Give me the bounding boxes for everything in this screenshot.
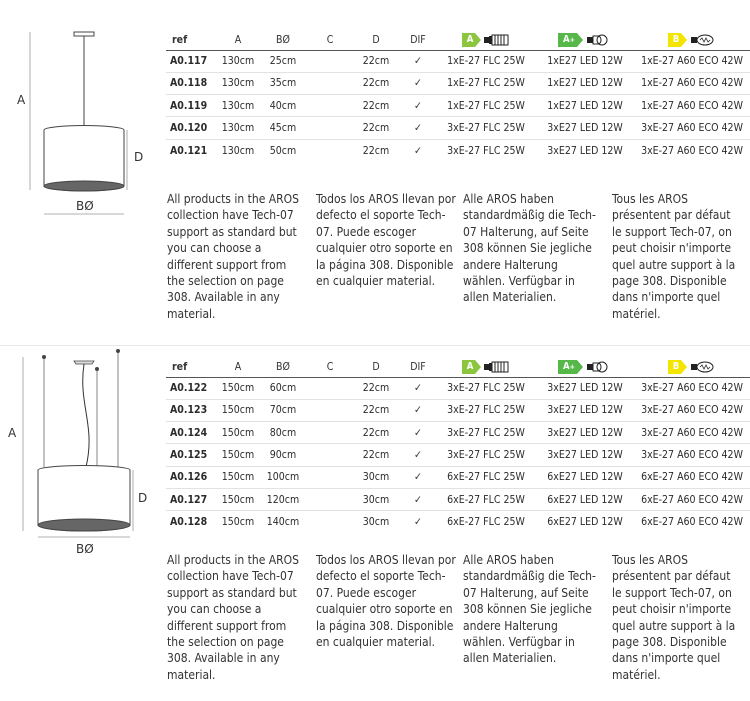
table-row (166, 444, 750, 466)
cell-a: 150cm (218, 444, 258, 466)
cell-e2: 1xE27 LED 12W (547, 55, 623, 68)
cell-e1: 6xE-27 FLC 25W (436, 488, 536, 510)
cell-ref: A0.123 (166, 399, 218, 421)
note-french: Tous les AROS présentent par défaut le support Tech-07, on peut choisir n'importe quel autre support à la page 308. Disponible dans n'importe quel matériel. (612, 553, 736, 682)
cell-dif: ✓ (400, 95, 436, 117)
col-dif: DIF (410, 33, 426, 46)
cell-e3: 3xE-27 A60 ECO 42W (634, 444, 750, 466)
cell-a: 130cm (218, 95, 258, 117)
cell-b: 45cm (258, 117, 308, 139)
cell-a: 130cm (218, 72, 258, 94)
cell-e1: 1xE-27 FLC 25W (447, 55, 525, 68)
note-german: Alle AROS haben standardmäßig die Tech-07 Halterung, auf Seite 308 können Sie jegliche andere Halterung wählen. Verfügbar in allen Materialien. (463, 553, 596, 666)
cell-e1: 3xE-27 FLC 25W (436, 444, 536, 466)
col-energy-a-plus (536, 357, 634, 377)
cell-b: 120cm (258, 488, 308, 510)
dimension-d-label: D (134, 150, 144, 164)
cell-dif: ✓ (400, 511, 436, 533)
cell-ref: A0.127 (166, 488, 218, 510)
table-row (166, 488, 750, 510)
table-header-row (166, 30, 750, 50)
cell-c (308, 95, 352, 117)
cell-c (308, 511, 352, 533)
cell-e3: 1xE-27 A60 ECO 42W (641, 55, 743, 68)
energy-class-a-badge: A (462, 33, 476, 47)
note-french: Tous les AROS présentent par défaut le support Tech-07, on peut choisir n'importe quel autre support à la page 308. Disponible dans n'importe quel matériel. (612, 192, 736, 321)
table-header-row (166, 357, 750, 377)
cell-d: 30cm (352, 466, 400, 488)
cell-d: 22cm (352, 422, 400, 444)
product-section-2 (0, 345, 750, 701)
cell-a: 150cm (221, 382, 255, 395)
note-spanish: Todos los AROS llevan por defecto el soporte Tech-07. Puede escoger cualquier otro soporte en la página 308. Disponible en cualquier material. (316, 553, 456, 650)
cell-b: 40cm (258, 95, 308, 117)
col-ref: ref (172, 360, 188, 373)
cell-e2: 3xE27 LED 12W (536, 444, 634, 466)
dimension-b-label: BØ (76, 199, 94, 213)
cell-dif: ✓ (400, 444, 436, 466)
cell-a: 150cm (218, 488, 258, 510)
cell-ref: A0.124 (166, 422, 218, 444)
cell-e3: 3xE-27 A60 ECO 42W (634, 139, 750, 161)
table-row (166, 139, 750, 161)
spec-table-2 (166, 357, 750, 533)
cell-d: 30cm (352, 511, 400, 533)
cell-e1: 6xE-27 FLC 25W (436, 466, 536, 488)
cell-e1: 6xE-27 FLC 25W (436, 511, 536, 533)
note-spanish: Todos los AROS llevan por defecto el soporte Tech-07. Puede escoger cualquier otro soporte en la página 308. Disponible en cualquier material. (316, 192, 456, 289)
cell-c (308, 422, 352, 444)
cell-d: 22cm (352, 139, 400, 161)
cell-ref: A0.125 (166, 444, 218, 466)
dimension-d-label: D (138, 491, 148, 505)
cell-b: 70cm (258, 399, 308, 421)
cell-ref: A0.122 (170, 382, 208, 395)
cell-dif: ✓ (400, 72, 436, 94)
cell-e3: 6xE-27 A60 ECO 42W (634, 466, 750, 488)
cell-b: 90cm (258, 444, 308, 466)
pendant-lamp-drawing-1 (0, 0, 165, 345)
col-d: D (372, 33, 380, 46)
energy-class-b-badge: B (668, 360, 682, 374)
table-row (166, 422, 750, 444)
cell-e2: 6xE27 LED 12W (536, 466, 634, 488)
led-bulb-icon (586, 34, 612, 46)
cell-b: 100cm (258, 466, 308, 488)
energy-class-a-plus-badge: A + (558, 360, 577, 374)
incandescent-bulb-icon (690, 361, 716, 373)
cell-ref: A0.120 (166, 117, 218, 139)
cell-e2: 3xE27 LED 12W (547, 382, 623, 395)
cell-ref: A0.126 (166, 466, 218, 488)
cell-e1: 1xE-27 FLC 25W (436, 72, 536, 94)
cell-c (308, 444, 352, 466)
cell-dif: ✓ (400, 422, 436, 444)
cell-c (308, 399, 352, 421)
cell-c (308, 117, 352, 139)
cell-e3: 1xE-27 A60 ECO 42W (634, 95, 750, 117)
cell-d: 22cm (362, 55, 390, 68)
cell-a: 150cm (218, 511, 258, 533)
cell-e3: 6xE-27 A60 ECO 42W (634, 511, 750, 533)
col-energy-b (634, 30, 750, 50)
col-energy-a (436, 30, 536, 50)
table-row (166, 95, 750, 117)
col-energy-b (634, 357, 750, 377)
cell-e1: 1xE-27 FLC 25W (436, 95, 536, 117)
cell-e1: 3xE-27 FLC 25W (436, 139, 536, 161)
note-english: All products in the AROS collection have Tech-07 support as standard but you can choose a different support from the selection on page 308. Available in any material. (167, 192, 300, 321)
cell-e3: 6xE-27 A60 ECO 42W (634, 488, 750, 510)
cell-dif: ✓ (400, 488, 436, 510)
cell-dif: ✓ (400, 139, 436, 161)
cell-a: 150cm (218, 466, 258, 488)
cell-e2: 1xE27 LED 12W (536, 72, 634, 94)
energy-class-a-plus-badge: A + (558, 33, 577, 47)
cell-ref: A0.118 (166, 72, 218, 94)
cell-a: 130cm (218, 139, 258, 161)
cell-dif: ✓ (400, 117, 436, 139)
col-a: A (234, 33, 242, 46)
cell-d: 22cm (352, 117, 400, 139)
table-row (166, 72, 750, 94)
cell-dif: ✓ (400, 399, 436, 421)
cell-c (308, 377, 352, 399)
cell-e1: 3xE-27 FLC 25W (436, 422, 536, 444)
table-row (166, 377, 750, 399)
cell-ref: A0.119 (166, 95, 218, 117)
cell-d: 22cm (362, 382, 390, 395)
cell-c (308, 488, 352, 510)
col-ref: ref (172, 33, 188, 46)
product-section-1 (0, 0, 750, 345)
cell-a: 150cm (218, 399, 258, 421)
table-row (166, 399, 750, 421)
cell-b: 80cm (258, 422, 308, 444)
col-b: BØ (276, 33, 290, 46)
cell-d: 22cm (352, 72, 400, 94)
cell-e2: 3xE27 LED 12W (536, 399, 634, 421)
cell-e2: 3xE27 LED 12W (536, 117, 634, 139)
cell-dif: ✓ (400, 466, 436, 488)
cell-b: 50cm (258, 139, 308, 161)
cell-e2: 3xE27 LED 12W (536, 139, 634, 161)
led-bulb-icon (586, 361, 612, 373)
spec-table-1 (166, 30, 750, 161)
cell-d: 22cm (352, 399, 400, 421)
cell-ref: A0.128 (166, 511, 218, 533)
col-c: C (326, 360, 334, 373)
cell-e1: 3xE-27 FLC 25W (447, 382, 525, 395)
cell-c (308, 466, 352, 488)
cell-b: 140cm (258, 511, 308, 533)
cell-dif: ✓ (414, 382, 422, 395)
col-d: D (372, 360, 380, 373)
cell-ref: A0.117 (170, 55, 208, 68)
cell-e3: 3xE-27 A60 ECO 42W (634, 117, 750, 139)
cell-b: 35cm (258, 72, 308, 94)
cell-e1: 3xE-27 FLC 25W (436, 399, 536, 421)
cell-e2: 6xE27 LED 12W (536, 511, 634, 533)
table-row (166, 117, 750, 139)
cell-e2: 6xE27 LED 12W (536, 488, 634, 510)
cell-dif: ✓ (414, 55, 422, 68)
cell-b: 60cm (269, 382, 297, 395)
cell-c (308, 139, 352, 161)
note-german: Alle AROS haben standardmäßig die Tech-07 Halterung, auf Seite 308 können Sie jegliche andere Halterung wählen. Verfügbar in allen Materialien. (463, 192, 596, 305)
cell-d: 22cm (352, 95, 400, 117)
cell-e2: 1xE27 LED 12W (536, 95, 634, 117)
cell-e3: 3xE-27 A60 ECO 42W (634, 399, 750, 421)
pendant-lamp-drawing-2 (0, 345, 165, 701)
cell-e2: 3xE27 LED 12W (536, 422, 634, 444)
col-b: BØ (276, 360, 290, 373)
col-dif: DIF (410, 360, 426, 373)
energy-class-b-badge: B (668, 33, 682, 47)
cell-e3: 3xE-27 A60 ECO 42W (634, 422, 750, 444)
cell-a: 150cm (218, 422, 258, 444)
incandescent-bulb-icon (690, 34, 716, 46)
col-a: A (234, 360, 242, 373)
table-row (166, 511, 750, 533)
cfl-bulb-icon (484, 361, 510, 373)
cell-e3: 1xE-27 A60 ECO 42W (634, 72, 750, 94)
dimension-b-label: BØ (76, 542, 94, 556)
cell-e3: 3xE-27 A60 ECO 42W (641, 382, 743, 395)
note-english: All products in the AROS collection have Tech-07 support as standard but you can choose a different support from the selection on page 308. Available in any material. (167, 553, 300, 682)
dimension-a-label: A (8, 426, 17, 440)
cell-a: 130cm (218, 117, 258, 139)
table-row (166, 50, 750, 72)
cell-c (308, 72, 352, 94)
col-energy-a-plus (536, 30, 634, 50)
cell-c (308, 50, 352, 72)
dimension-a-label: A (17, 93, 26, 107)
cfl-bulb-icon (484, 34, 510, 46)
cell-e1: 3xE-27 FLC 25W (436, 117, 536, 139)
cell-d: 22cm (352, 444, 400, 466)
col-c: C (326, 33, 334, 46)
cell-d: 30cm (352, 488, 400, 510)
cell-ref: A0.121 (166, 139, 218, 161)
cell-b: 25cm (269, 55, 297, 68)
col-energy-a (436, 357, 536, 377)
table-row (166, 466, 750, 488)
energy-class-a-badge: A (462, 360, 476, 374)
cell-a: 130cm (221, 55, 255, 68)
